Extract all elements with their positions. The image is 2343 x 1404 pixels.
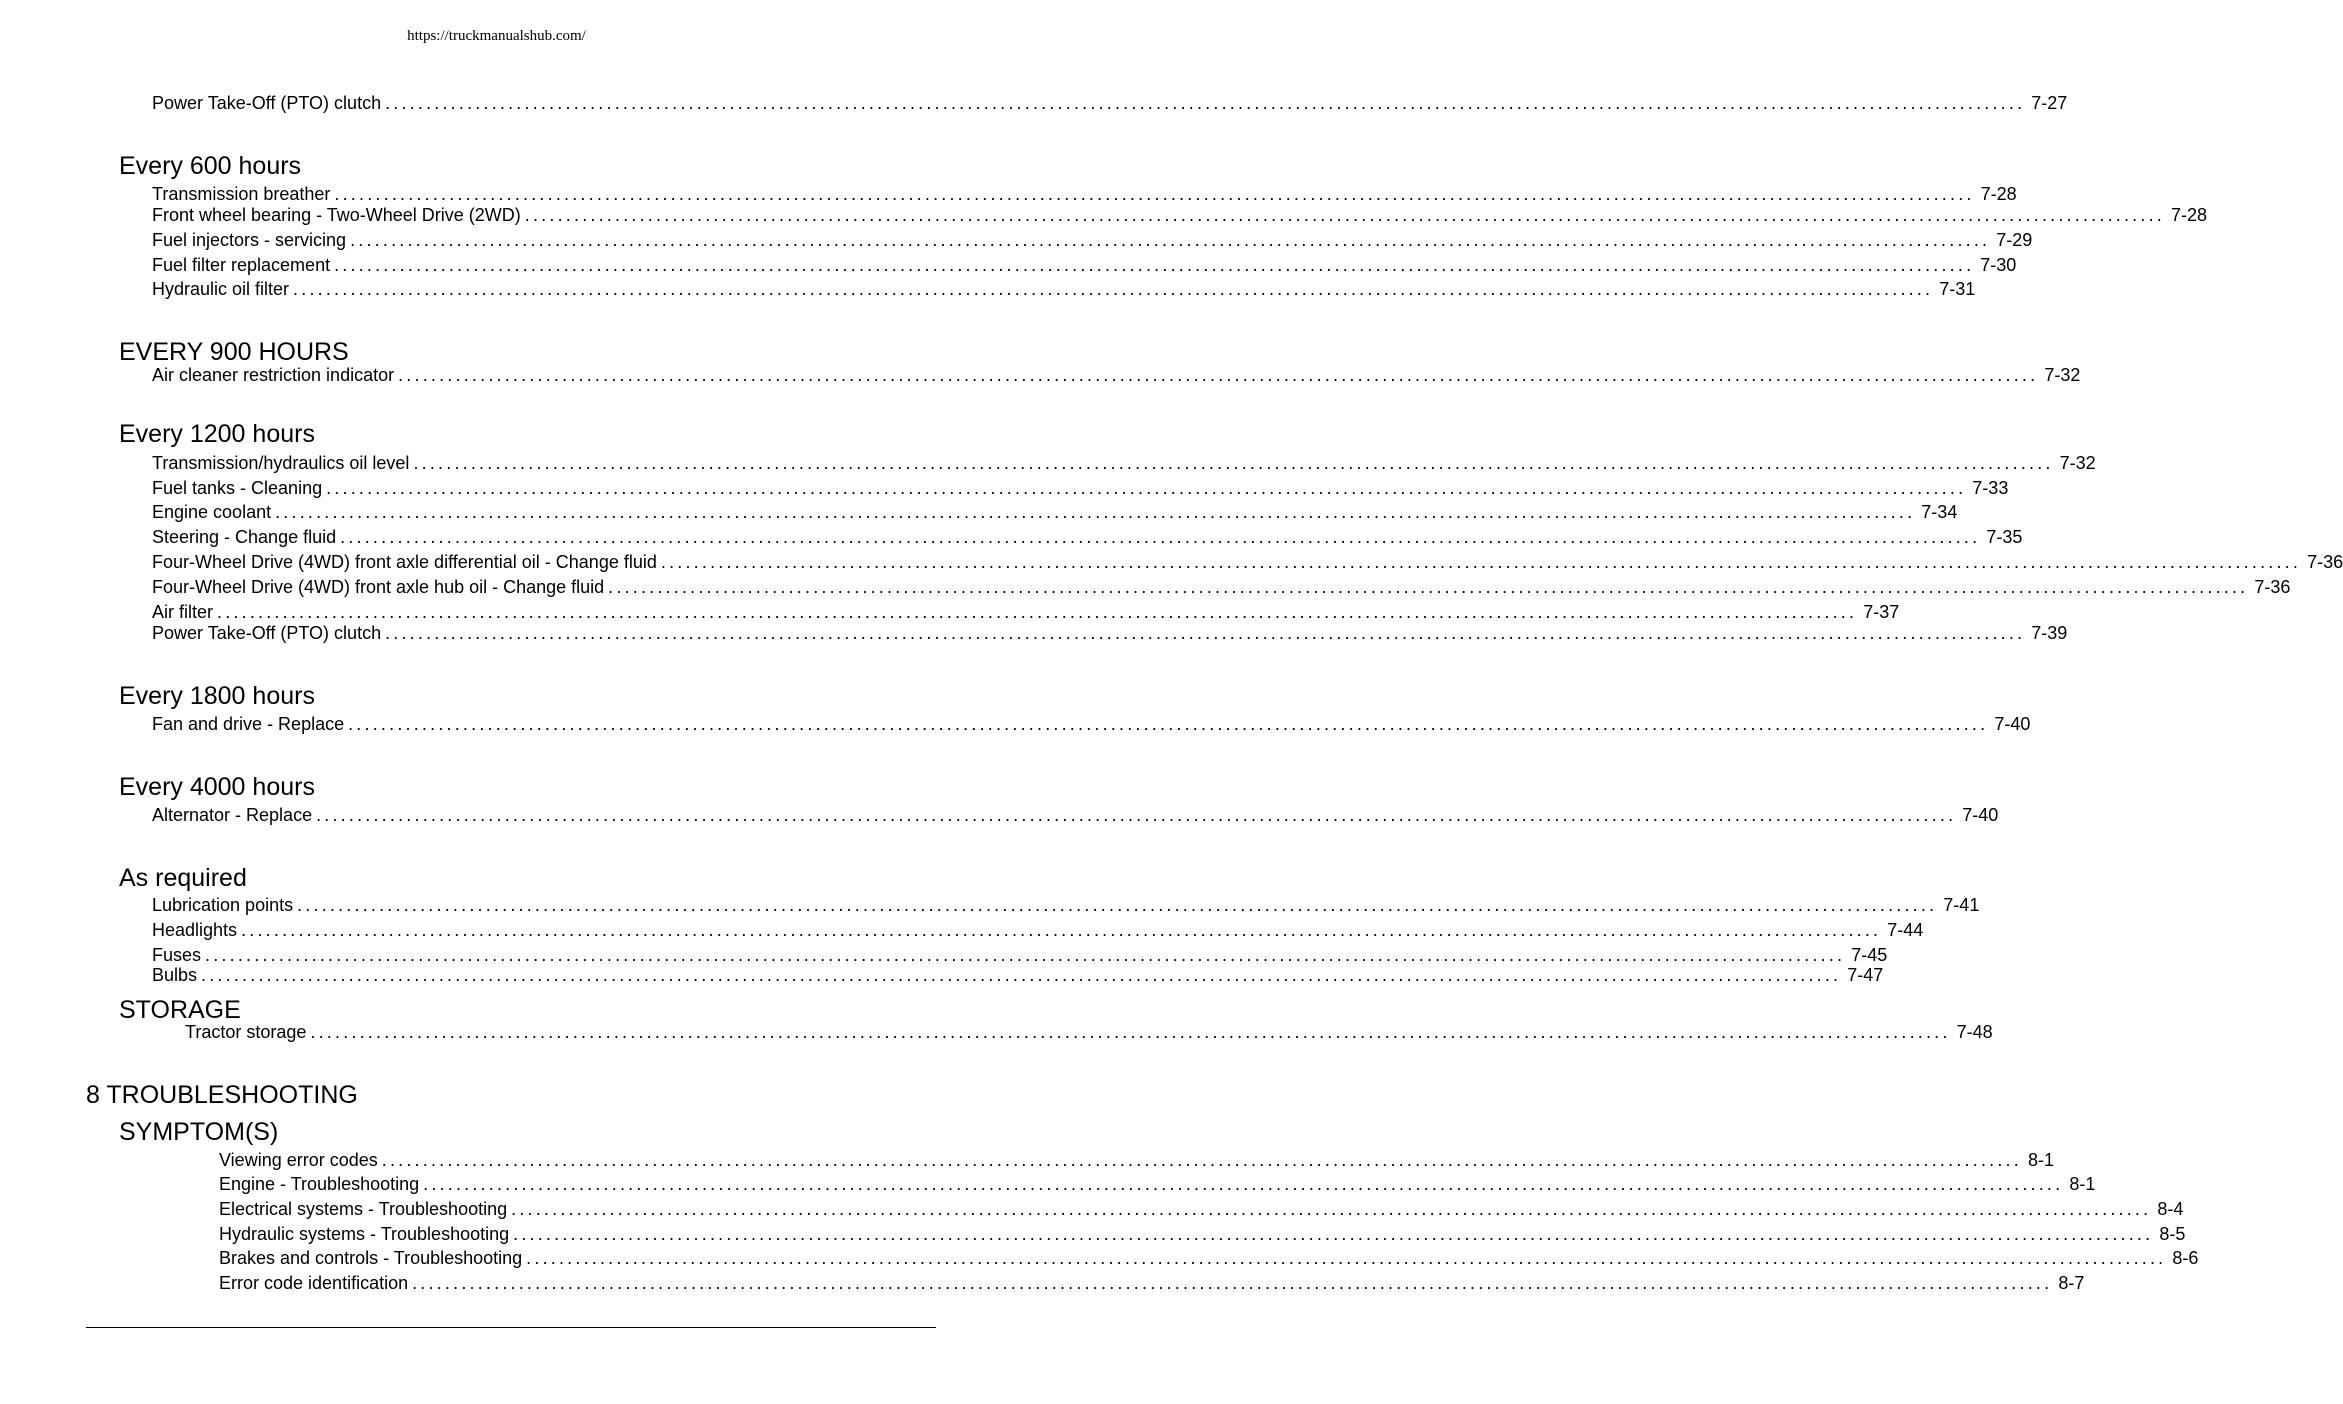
toc-entry-page: 8-7: [2058, 1273, 2085, 1293]
toc-entry[interactable]: [152, 622, 2068, 644]
toc-entry-label: Four-Wheel Drive (4WD) front axle differential oil - Change fluid: [152, 552, 657, 572]
toc-leader: ........................................................................................................................................................................................................: [412, 1273, 2053, 1293]
toc-entry-label: Power Take-Off (PTO) clutch: [152, 623, 382, 643]
toc-entry-page: 7-35: [1986, 527, 2023, 547]
toc-leader: ........................................................................................................................................................................................................: [297, 895, 1938, 915]
section-heading-storage: STORAGE: [119, 996, 241, 1024]
toc-entry-page: 7-31: [1939, 279, 1976, 299]
toc-leader: ........................................................................................................................................................................................................: [201, 965, 1842, 985]
toc-leader: ........................................................................................................................................................................................................: [511, 1199, 2152, 1219]
toc-entry-page: 7-45: [1851, 945, 1888, 965]
toc-entry-page: 7-36: [2254, 577, 2291, 597]
toc-leader: ........................................................................................................................................................................................................: [385, 623, 2026, 643]
toc-leader: ........................................................................................................................................................................................................: [348, 714, 1989, 734]
toc-leader: ........................................................................................................................................................................................................: [381, 1150, 2022, 1170]
toc-entry-label: Fuel filter replacement: [152, 255, 331, 275]
toc-entry-page: 7-48: [1956, 1022, 1993, 1042]
toc-entry-page: 8-6: [2172, 1248, 2199, 1268]
toc-entry[interactable]: [152, 919, 1924, 941]
toc-entry-label: Viewing error codes: [219, 1150, 378, 1170]
toc-entry[interactable]: [219, 1198, 2184, 1220]
toc-entry[interactable]: [152, 477, 2009, 499]
toc-leader: ........................................................................................................................................................................................................: [513, 1224, 2154, 1244]
toc-entry-label: Hydraulic systems - Troubleshooting: [219, 1224, 510, 1244]
toc-entry[interactable]: [152, 526, 2023, 548]
toc-entry-page: 7-33: [1972, 478, 2009, 498]
toc-leader: ........................................................................................................................................................................................................: [385, 93, 2026, 113]
toc-entry-label: Fuel tanks - Cleaning: [152, 478, 323, 498]
toc-entry-label: Engine - Troubleshooting: [219, 1174, 420, 1194]
toc-entry-page: 7-32: [2044, 365, 2081, 385]
toc-leader: ........................................................................................................................................................................................................: [423, 1174, 2064, 1194]
toc-entry[interactable]: [152, 551, 2343, 573]
section-heading-900: EVERY 900 HOURS: [119, 338, 349, 366]
toc-leader: ........................................................................................................................................................................................................: [660, 552, 2302, 572]
toc-entry-label: Air filter: [152, 602, 214, 622]
toc-entry-page: 7-44: [1887, 920, 1924, 940]
toc-entry-label: Electrical systems - Troubleshooting: [219, 1199, 508, 1219]
toc-entry[interactable]: [219, 1247, 2199, 1269]
toc-leader: ........................................................................................................................................................................................................: [326, 478, 1967, 498]
toc-entry-label: Fuses: [152, 945, 202, 965]
toc-entry-label: Steering - Change fluid: [152, 527, 337, 547]
toc-entry[interactable]: [152, 364, 2081, 386]
section-heading-1200: Every 1200 hours: [119, 420, 315, 448]
toc-entry[interactable]: [219, 1272, 2085, 1294]
section-heading-1800: Every 1800 hours: [119, 682, 315, 710]
toc-entry-page: 7-39: [2031, 623, 2068, 643]
toc-leader: ........................................................................................................................................................................................................: [398, 365, 2039, 385]
toc-leader: ........................................................................................................................................................................................................: [275, 502, 1916, 522]
toc-entry-label: Error code identification: [219, 1273, 409, 1293]
toc-leader: ........................................................................................................................................................................................................: [334, 184, 1975, 204]
toc-entry-page: 7-28: [1980, 184, 2017, 204]
toc-entry-page: 7-28: [2170, 205, 2208, 225]
toc-entry[interactable]: [152, 894, 1980, 916]
toc-entry-page: 7-27: [2031, 93, 2068, 113]
toc-leader: ........................................................................................................................................................................................................: [350, 230, 1991, 250]
toc-entry[interactable]: [219, 1149, 2054, 1171]
toc-entry-page: 8-1: [2027, 1150, 2054, 1170]
toc-entry[interactable]: [152, 944, 1888, 966]
toc-entry-label: Air cleaner restriction indicator: [152, 365, 395, 385]
toc-entry[interactable]: [152, 183, 2017, 205]
toc-entry-label: Headlights: [152, 920, 238, 940]
section-heading-symptoms: SYMPTOM(S): [119, 1118, 279, 1146]
toc-entry[interactable]: [152, 964, 1884, 986]
toc-leader: ........................................................................................................................................................................................................: [217, 602, 1858, 622]
toc-entry[interactable]: [152, 92, 2068, 114]
toc-entry-label: Fan and drive - Replace: [152, 714, 345, 734]
toc-entry-page: 7-34: [1921, 502, 1958, 522]
toc-entry-label: Power Take-Off (PTO) clutch: [152, 93, 382, 113]
toc-entry-page: 7-29: [1996, 230, 2033, 250]
toc-entry-label: Transmission breather: [152, 184, 331, 204]
toc-entry-label: Alternator - Replace: [152, 805, 313, 825]
toc-leader: ........................................................................................................................................................................................................: [293, 279, 1934, 299]
toc-leader: ........................................................................................................................................................................................................: [340, 527, 1981, 547]
toc-entry-page: 7-32: [2059, 453, 2096, 473]
toc-leader: ........................................................................................................................................................................................................: [205, 945, 1846, 965]
toc-leader: ........................................................................................................................................................................................................: [608, 577, 2249, 597]
toc-entry-page: 7-41: [1943, 895, 1980, 915]
toc-leader: ........................................................................................................................................................................................................: [413, 453, 2054, 473]
toc-entry[interactable]: [152, 804, 1999, 826]
toc-entry-page: 8-1: [2069, 1174, 2096, 1194]
toc-entry-label: Transmission/hydraulics oil level: [152, 453, 410, 473]
toc-entry-page: 7-40: [1994, 714, 2031, 734]
toc-entry[interactable]: [152, 601, 1900, 623]
toc-entry[interactable]: [152, 576, 2291, 598]
toc-leader: ........................................................................................................................................................................................................: [526, 1248, 2167, 1268]
toc-entry[interactable]: [152, 452, 2096, 474]
toc-leader: ........................................................................................................................................................................................................: [310, 1022, 1951, 1042]
toc-leader: ........................................................................................................................................................................................................: [316, 805, 1957, 825]
toc-entry-page: 7-30: [1980, 255, 2017, 275]
toc-entry[interactable]: [219, 1173, 2096, 1195]
toc-entry-label: Fuel injectors - servicing: [152, 230, 347, 250]
toc-leader: ........................................................................................................................................................................................................: [524, 205, 2165, 225]
toc-entry-label: Front wheel bearing - Two-Wheel Drive (2WD): [152, 205, 521, 225]
section-heading-4000: Every 4000 hours: [119, 773, 315, 801]
toc-entry[interactable]: [152, 278, 1976, 300]
toc-leader: ........................................................................................................................................................................................................: [241, 920, 1882, 940]
toc-entry-page: 8-4: [2157, 1199, 2184, 1219]
toc-entry-page: 7-36: [2307, 552, 2343, 572]
toc-entry[interactable]: [152, 229, 2033, 251]
section-heading-as-required: As required: [119, 864, 247, 892]
toc-entry-page: 8-5: [2159, 1224, 2186, 1244]
toc-entry-label: Four-Wheel Drive (4WD) front axle hub oil - Change fluid: [152, 577, 605, 597]
footer-rule: [86, 1327, 936, 1328]
toc-entry-page: 7-47: [1847, 965, 1884, 985]
toc-entry[interactable]: [152, 204, 2208, 226]
toc-entry[interactable]: [152, 254, 2017, 276]
toc-entry-page: 7-40: [1962, 805, 1999, 825]
toc-entry-label: Brakes and controls - Troubleshooting: [219, 1248, 523, 1268]
chapter-heading: 8 TROUBLESHOOTING: [86, 1081, 358, 1109]
toc-entry[interactable]: [152, 713, 2031, 735]
toc-entry-label: Engine coolant: [152, 502, 272, 522]
toc-leader: ........................................................................................................................................................................................................: [334, 255, 1975, 275]
header-url[interactable]: https://truckmanualshub.com/: [407, 28, 586, 44]
toc-entry-label: Lubrication points: [152, 895, 294, 915]
toc-entry-page: 7-37: [1863, 602, 1900, 622]
toc-entry-label: Bulbs: [152, 965, 198, 985]
section-heading-600: Every 600 hours: [119, 152, 302, 180]
toc-entry[interactable]: [152, 501, 1958, 523]
toc-entry[interactable]: [219, 1223, 2186, 1245]
toc-entry-label: Hydraulic oil filter: [152, 279, 290, 299]
toc-entry-label: Tractor storage: [185, 1022, 307, 1042]
toc-entry[interactable]: [185, 1021, 1993, 1043]
